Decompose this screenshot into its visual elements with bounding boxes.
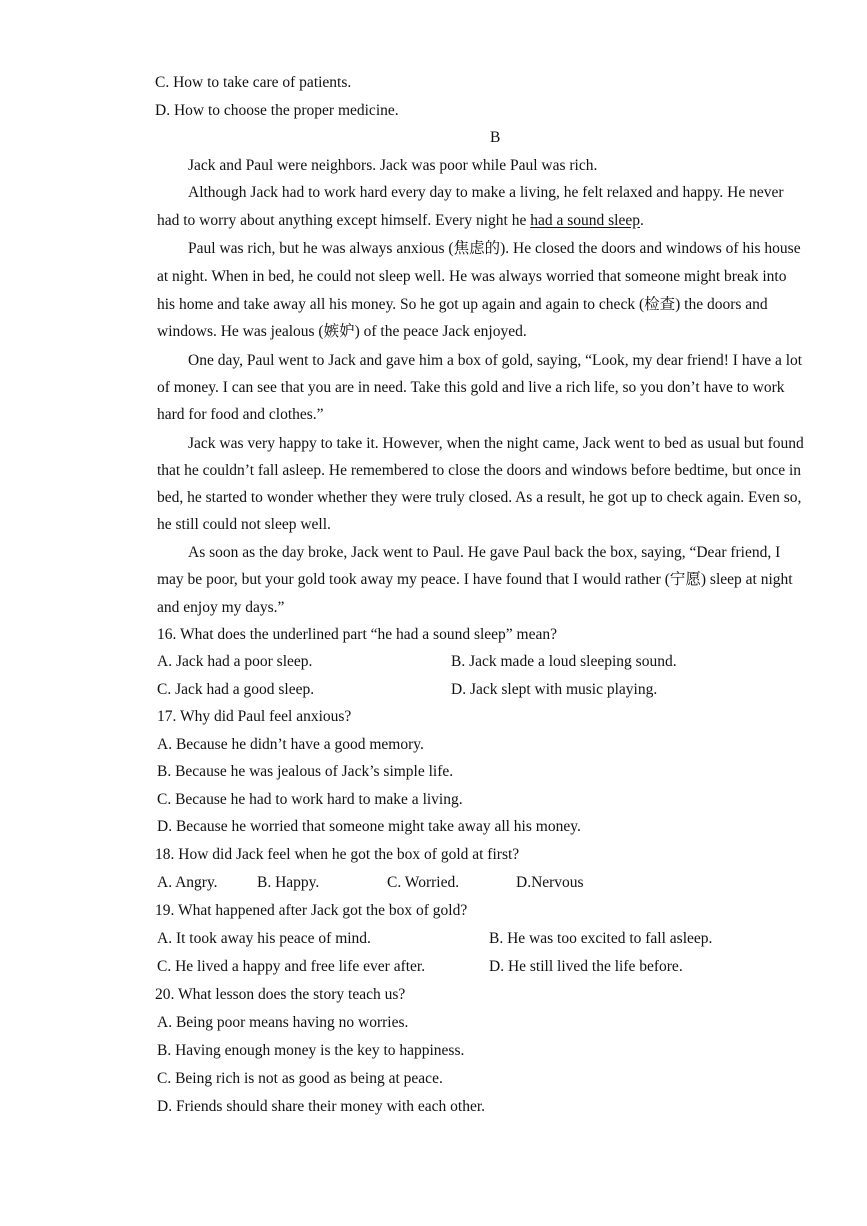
passage-line: he still could not sleep well. bbox=[157, 516, 331, 533]
answer-option: C. Worried. bbox=[387, 874, 460, 891]
passage-line: Jack was very happy to take it. However, when the night came, Jack went to bed as usual but found bbox=[188, 435, 804, 452]
answer-option: A. Because he didn’t have a good memory. bbox=[157, 736, 424, 753]
answer-option: D. He still lived the life before. bbox=[489, 958, 683, 975]
passage-line: windows. He was jealous (嫉妒) of the peace Jack enjoyed. bbox=[157, 323, 527, 340]
answer-option: B. Jack made a loud sleeping sound. bbox=[451, 653, 677, 670]
answer-option: B. Having enough money is the key to happiness. bbox=[157, 1042, 465, 1059]
prev-option-d: D. How to choose the proper medicine. bbox=[155, 102, 399, 119]
answer-option: A. It took away his peace of mind. bbox=[157, 930, 371, 947]
passage-line: his home and take away all his money. So he got up again and again to check (检查) the doors and bbox=[157, 296, 768, 313]
answer-option: B. Because he was jealous of Jack’s simple life. bbox=[157, 763, 454, 780]
prev-option-c: C. How to take care of patients. bbox=[155, 74, 352, 91]
answer-option: D. Jack slept with music playing. bbox=[451, 681, 658, 698]
answer-option: C. Being rich is not as good as being at peace. bbox=[157, 1070, 443, 1087]
section-label: B bbox=[490, 129, 501, 146]
answer-option: C. Because he had to work hard to make a living. bbox=[157, 791, 463, 808]
passage-line: Paul was rich, but he was always anxious (焦虑的). He closed the doors and windows of his house bbox=[188, 240, 801, 257]
passage-line: As soon as the day broke, Jack went to Paul. He gave Paul back the box, saying, “Dear friend, I bbox=[188, 544, 781, 561]
answer-option: A. Being poor means having no worries. bbox=[157, 1014, 409, 1031]
question-stem: 19. What happened after Jack got the box of gold? bbox=[155, 902, 468, 919]
answer-option: B. He was too excited to fall asleep. bbox=[489, 930, 713, 947]
question-stem: 18. How did Jack feel when he got the box of gold at first? bbox=[155, 846, 520, 863]
question-stem: 17. Why did Paul feel anxious? bbox=[157, 708, 352, 725]
passage-line: hard for food and clothes.” bbox=[157, 406, 324, 423]
passage-line-with-underline bbox=[157, 211, 644, 231]
answer-option: B. Happy. bbox=[257, 874, 320, 891]
answer-option: D.Nervous bbox=[516, 874, 584, 891]
answer-option: D. Friends should share their money with each other. bbox=[157, 1098, 486, 1115]
passage-line: One day, Paul went to Jack and gave him a box of gold, saying, “Look, my dear friend! I have a lot bbox=[188, 352, 803, 369]
passage-line: and enjoy my days.” bbox=[157, 599, 285, 616]
underlined-phrase: had a sound sleep bbox=[530, 212, 640, 229]
passage-line: bed, he started to wonder whether they were truly closed. As a result, he got up to check again. Even so, bbox=[157, 489, 802, 506]
passage-line: that he couldn’t fall asleep. He remembered to close the doors and windows before bedtime, but once in bbox=[157, 462, 802, 479]
answer-option: D. Because he worried that someone might take away all his money. bbox=[157, 818, 581, 835]
answer-option: C. He lived a happy and free life ever after. bbox=[157, 958, 426, 975]
passage-text: had to worry about anything except himself. Every night he bbox=[157, 212, 531, 229]
passage-line: at night. When in bed, he could not sleep well. He was always worried that someone might break into bbox=[157, 268, 787, 285]
answer-option: A. Angry. bbox=[157, 874, 218, 891]
answer-option: A. Jack had a poor sleep. bbox=[157, 653, 313, 670]
passage-text: . bbox=[639, 212, 644, 229]
passage-line: of money. I can see that you are in need. Take this gold and live a rich life, so you don’t have to work bbox=[157, 379, 785, 396]
passage-line: may be poor, but your gold took away my peace. I have found that I would rather (宁愿) sleep at night bbox=[157, 571, 793, 588]
passage-paragraph-1: Jack and Paul were neighbors. Jack was poor while Paul was rich. bbox=[188, 157, 598, 174]
answer-option: C. Jack had a good sleep. bbox=[157, 681, 315, 698]
question-stem: 20. What lesson does the story teach us? bbox=[155, 986, 406, 1003]
passage-line: Although Jack had to work hard every day to make a living, he felt relaxed and happy. He never bbox=[188, 184, 784, 201]
question-stem: 16. What does the underlined part “he had a sound sleep” mean? bbox=[157, 626, 557, 643]
